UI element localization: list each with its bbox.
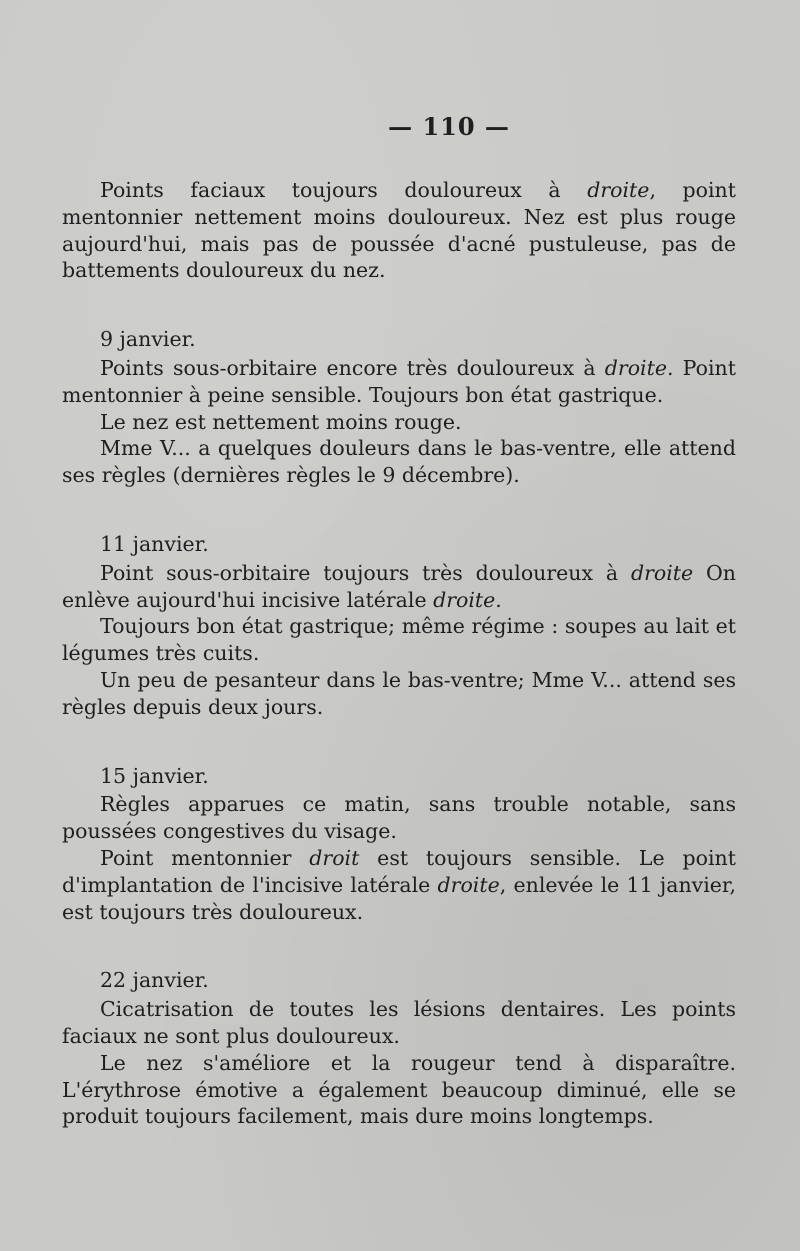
text-run: , point mentonnier nettement moins douloureux. Nez est plus rouge aujourd'hui, mais pas de poussée d'acné pustuleuse, pas de battements douloureux du nez. xyxy=(62,178,736,283)
entry-date: 9 janvier. xyxy=(100,327,196,352)
italic-text: droite. xyxy=(433,587,502,612)
text-run: Point mentonnier xyxy=(100,845,310,870)
entry-paragraph xyxy=(62,1050,736,1130)
text-run: Points sous-orbitaire encore très douloureux à xyxy=(100,355,605,380)
intro-paragraph xyxy=(62,177,736,284)
italic-text: droite xyxy=(630,560,694,585)
text-run: Le nez s'améliore et la rougeur tend à disparaître. L'érythrose émotive a également beaucoup diminué, elle se produit toujours facilement, mais dure moins longtemps. xyxy=(62,1050,736,1129)
entry-paragraph xyxy=(62,560,736,614)
intro-section xyxy=(62,177,736,284)
text-run: est toujours sensible. Le point d'implantation de l'incisive latérale xyxy=(62,845,736,897)
entry-paragraph xyxy=(62,791,736,845)
text-run: , enlevée le 11 janvier, est toujours très douloureux. xyxy=(62,872,736,924)
document-page xyxy=(62,112,736,1130)
italic-text: droite xyxy=(587,178,650,202)
entry-paragraph xyxy=(62,409,736,436)
diary-entry xyxy=(62,326,736,489)
text-run: Points faciaux toujours douloureux à xyxy=(100,178,588,202)
text-run: Règles apparues ce matin, sans trouble notable, sans poussées congestives du visage. xyxy=(62,792,736,844)
text-run: Toujours bon état gastrique; même régime : soupes au lait et légumes très cuits. xyxy=(62,614,736,666)
page-number: — 110 — xyxy=(388,112,510,141)
entry-paragraph xyxy=(62,435,736,489)
entry-date: 22 janvier. xyxy=(100,968,209,993)
italic-text: droite. xyxy=(604,355,674,380)
entry-paragraph xyxy=(62,996,736,1050)
text-run: On enlève aujourd'hui incisive latérale xyxy=(62,560,736,612)
diary-entry xyxy=(62,967,736,1130)
italic-text: droit xyxy=(309,845,360,870)
entry-paragraph xyxy=(62,845,736,925)
entry-date: 11 janvier. xyxy=(100,531,209,556)
text-run: Le nez est nettement moins rouge. xyxy=(100,409,462,434)
text-run: Cicatrisation de toutes les lésions dentaires. Les points faciaux ne sont plus douloureux. xyxy=(62,997,736,1048)
entry-paragraph xyxy=(62,613,736,667)
entry-paragraph xyxy=(62,667,736,721)
text-run: Un peu de pesanteur dans le bas-ventre; Mme V... attend ses règles depuis deux jours. xyxy=(62,667,736,719)
italic-text: droite xyxy=(437,872,500,897)
diary-entry xyxy=(62,763,736,926)
text-run: Mme V... a quelques douleurs dans le bas-ventre, elle attend ses règles (dernières règles le 9 décembre). xyxy=(62,436,736,488)
entry-paragraph xyxy=(62,355,736,409)
entries-section xyxy=(62,326,736,1130)
diary-entry xyxy=(62,531,736,721)
text-run: Point mentonnier à peine sensible. Toujours bon état gastrique. xyxy=(62,355,736,407)
entry-date: 15 janvier. xyxy=(100,763,209,788)
text-run: Point sous-orbitaire toujours très douloureux à xyxy=(100,560,631,585)
